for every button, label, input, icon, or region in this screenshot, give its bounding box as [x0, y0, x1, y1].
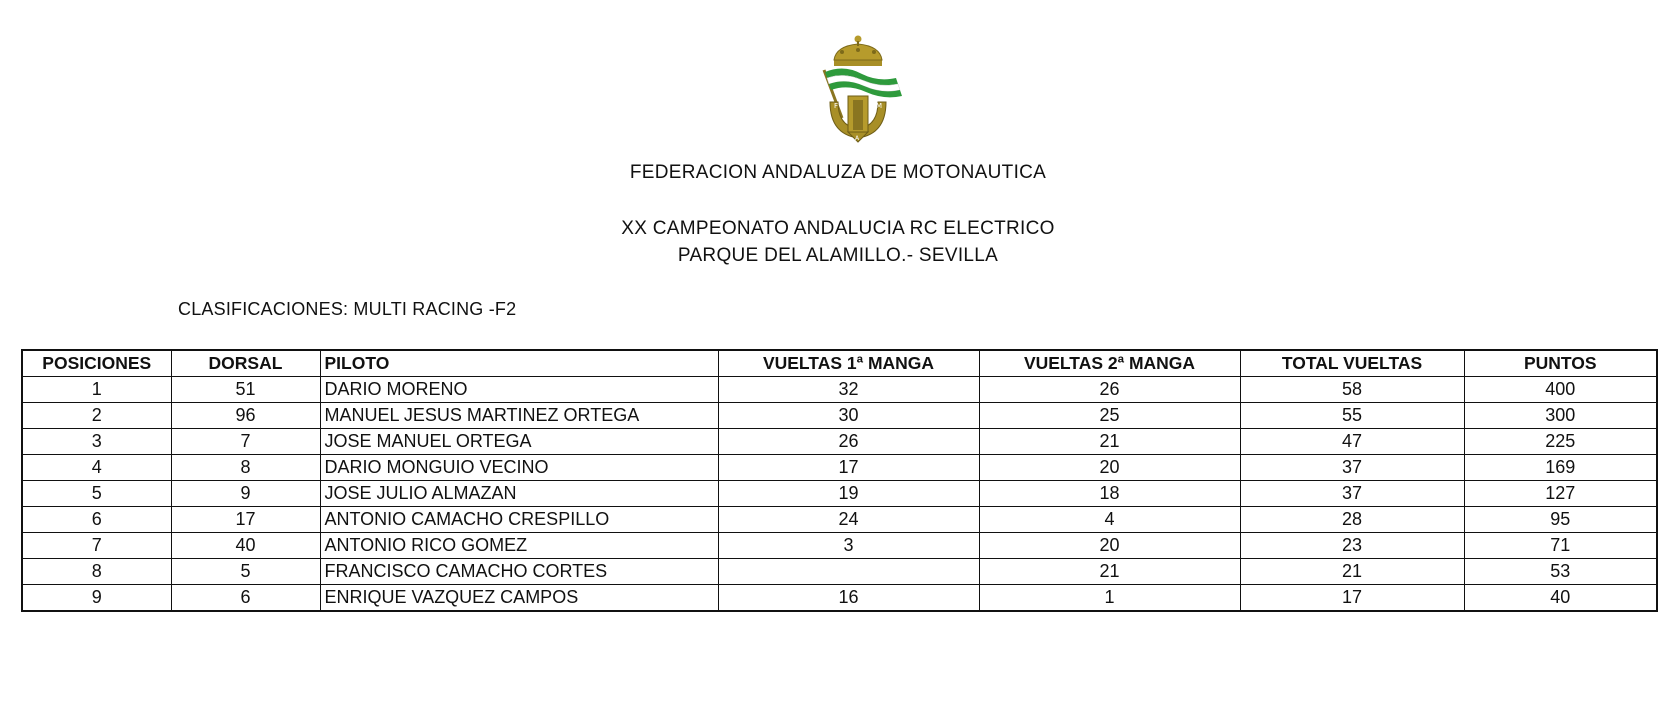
cell-points: 71 — [1464, 533, 1657, 559]
table-row — [22, 455, 1657, 481]
svg-text:F: F — [834, 102, 839, 110]
col-header-posiciones: POSICIONES — [22, 350, 171, 377]
cell-pilot: JOSE MANUEL ORTEGA — [320, 429, 718, 455]
cell-total-laps: 23 — [1240, 533, 1464, 559]
cell-laps-heat-1: 26 — [718, 429, 979, 455]
classification-title: CLASIFICACIONES: MULTI RACING -F2 — [178, 299, 517, 319]
cell-laps-heat-1: 19 — [718, 481, 979, 507]
table-row — [22, 507, 1657, 533]
cell-points: 127 — [1464, 481, 1657, 507]
cell-laps-heat-1: 32 — [718, 377, 979, 403]
cell-points: 53 — [1464, 559, 1657, 585]
federation-title: FEDERACION ANDALUZA DE MOTONAUTICA — [629, 162, 1047, 183]
venue-title: PARQUE DEL ALAMILLO.- SEVILLA — [677, 245, 999, 266]
cell-laps-heat-2: 25 — [979, 403, 1240, 429]
cell-points: 400 — [1464, 377, 1657, 403]
table-row — [22, 403, 1657, 429]
cell-position: 3 — [22, 429, 171, 455]
cell-dorsal: 6 — [171, 585, 320, 612]
cell-laps-heat-2: 20 — [979, 533, 1240, 559]
crown-icon — [834, 36, 882, 67]
cell-total-laps: 28 — [1240, 507, 1464, 533]
col-header-dorsal: DORSAL — [171, 350, 320, 377]
cell-dorsal: 8 — [171, 455, 320, 481]
cell-laps-heat-1: 3 — [718, 533, 979, 559]
cell-laps-heat-2: 4 — [979, 507, 1240, 533]
cell-pilot: JOSE JULIO ALMAZAN — [320, 481, 718, 507]
cell-laps-heat-2: 21 — [979, 559, 1240, 585]
federation-logo — [812, 34, 904, 146]
cell-pilot: DARIO MORENO — [320, 377, 718, 403]
cell-pilot: ENRIQUE VAZQUEZ CAMPOS — [320, 585, 718, 612]
cell-dorsal: 7 — [171, 429, 320, 455]
cell-dorsal: 96 — [171, 403, 320, 429]
col-header-vueltas-1-manga: VUELTAS 1ª MANGA — [718, 350, 979, 377]
cell-position: 1 — [22, 377, 171, 403]
table-row — [22, 377, 1657, 403]
cell-total-laps: 37 — [1240, 455, 1464, 481]
cell-total-laps: 37 — [1240, 481, 1464, 507]
anchor-emblem-icon — [830, 96, 886, 142]
cell-laps-heat-1: 30 — [718, 403, 979, 429]
col-header-total-vueltas: TOTAL VUELTAS — [1240, 350, 1464, 377]
cell-pilot: FRANCISCO CAMACHO CORTES — [320, 559, 718, 585]
cell-dorsal: 51 — [171, 377, 320, 403]
table-row — [22, 559, 1657, 585]
cell-dorsal: 17 — [171, 507, 320, 533]
svg-text:A: A — [855, 135, 860, 142]
cell-dorsal: 5 — [171, 559, 320, 585]
cell-points: 169 — [1464, 455, 1657, 481]
cell-points: 300 — [1464, 403, 1657, 429]
results-table — [21, 349, 1658, 612]
cell-laps-heat-2: 20 — [979, 455, 1240, 481]
cell-pilot: MANUEL JESUS MARTINEZ ORTEGA — [320, 403, 718, 429]
table-header-row — [22, 350, 1657, 377]
cell-total-laps: 55 — [1240, 403, 1464, 429]
cell-laps-heat-2: 1 — [979, 585, 1240, 612]
cell-position: 2 — [22, 403, 171, 429]
table-row — [22, 429, 1657, 455]
cell-total-laps: 47 — [1240, 429, 1464, 455]
cell-points: 95 — [1464, 507, 1657, 533]
cell-laps-heat-1: 16 — [718, 585, 979, 612]
cell-laps-heat-1 — [718, 559, 979, 585]
cell-pilot: ANTONIO CAMACHO CRESPILLO — [320, 507, 718, 533]
table-row — [22, 585, 1657, 612]
cell-points: 40 — [1464, 585, 1657, 612]
col-header-piloto: PILOTO — [320, 350, 718, 377]
cell-total-laps: 58 — [1240, 377, 1464, 403]
cell-total-laps: 21 — [1240, 559, 1464, 585]
cell-position: 8 — [22, 559, 171, 585]
cell-position: 6 — [22, 507, 171, 533]
cell-position: 9 — [22, 585, 171, 612]
cell-total-laps: 17 — [1240, 585, 1464, 612]
cell-position: 5 — [22, 481, 171, 507]
cell-laps-heat-1: 17 — [718, 455, 979, 481]
cell-pilot: ANTONIO RICO GOMEZ — [320, 533, 718, 559]
cell-dorsal: 40 — [171, 533, 320, 559]
cell-laps-heat-2: 26 — [979, 377, 1240, 403]
svg-text:M: M — [876, 102, 883, 110]
table-row — [22, 481, 1657, 507]
cell-dorsal: 9 — [171, 481, 320, 507]
cell-laps-heat-2: 18 — [979, 481, 1240, 507]
cell-position: 7 — [22, 533, 171, 559]
championship-title: XX CAMPEONATO ANDALUCIA RC ELECTRICO — [621, 218, 1055, 239]
cell-points: 225 — [1464, 429, 1657, 455]
cell-pilot: DARIO MONGUIO VECINO — [320, 455, 718, 481]
cell-laps-heat-2: 21 — [979, 429, 1240, 455]
cell-position: 4 — [22, 455, 171, 481]
cell-laps-heat-1: 24 — [718, 507, 979, 533]
col-header-puntos: PUNTOS — [1464, 350, 1657, 377]
table-row — [22, 533, 1657, 559]
col-header-vueltas-2-manga: VUELTAS 2ª MANGA — [979, 350, 1240, 377]
